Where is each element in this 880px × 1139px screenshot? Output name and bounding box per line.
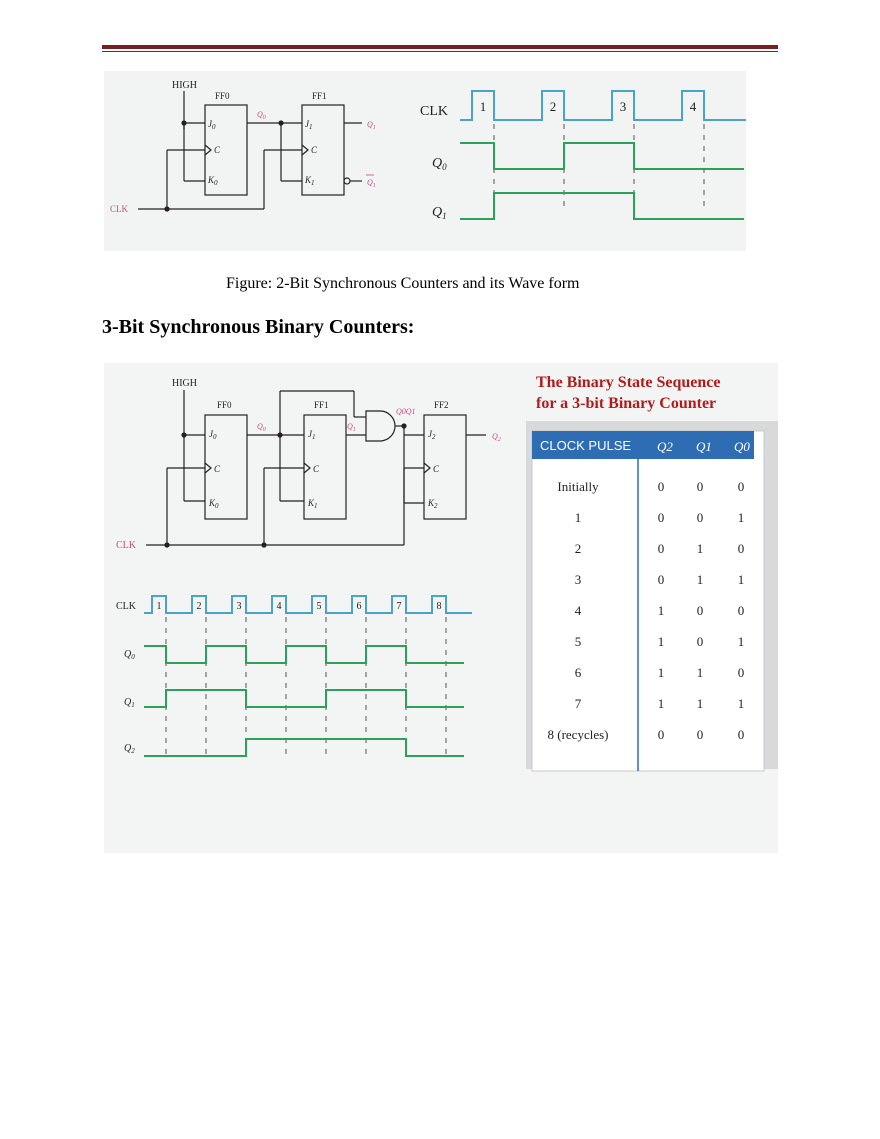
table-cell-value: 0 bbox=[737, 479, 745, 494]
and-output-label: Q0Q1 bbox=[396, 407, 416, 416]
clock-pulse-label: 4 bbox=[689, 99, 697, 114]
table-header-q1: Q1 bbox=[696, 439, 712, 454]
svg-text:K0: $K_0$ bbox=[208, 175, 218, 187]
table-cell-value: 1 bbox=[737, 634, 745, 649]
q0-trace bbox=[144, 646, 464, 663]
svg-text:K2: $K_2$ bbox=[428, 498, 438, 510]
clock-pulse-label: 7 bbox=[396, 601, 402, 612]
table-cell-pulse: 3 bbox=[574, 572, 582, 587]
table-header-q0: Q0 bbox=[734, 439, 750, 454]
table-cell-value: 0 bbox=[737, 727, 745, 742]
figure-2bit-counter bbox=[104, 71, 746, 251]
table-cell-pulse: 2 bbox=[574, 541, 582, 556]
table-cell-value: 1 bbox=[696, 541, 704, 556]
clock-pulse-label: 5 bbox=[316, 601, 322, 612]
ff0-k-sub-3bit: 0 bbox=[215, 502, 219, 510]
table-cell-pulse: 5 bbox=[574, 634, 582, 649]
ff0-c-3bit: C bbox=[214, 464, 221, 474]
q0-sub-3bit: 0 bbox=[262, 427, 266, 433]
table-cell-value: 0 bbox=[737, 603, 745, 618]
ff0-j-sub-3bit: 0 bbox=[213, 433, 217, 441]
table-cell-value: 1 bbox=[696, 696, 704, 711]
ff2-label-3bit: FF2 bbox=[434, 400, 449, 410]
ff0-j-sub: 0 bbox=[212, 123, 216, 131]
table-cell-value: 1 bbox=[737, 572, 745, 587]
q1-trace bbox=[144, 690, 464, 707]
q1-trace bbox=[460, 193, 744, 219]
clock-pulse-label: 3 bbox=[619, 99, 627, 114]
table-cell-value: 1 bbox=[696, 665, 704, 680]
svg-text:J1: $J_1$ bbox=[305, 119, 313, 131]
table-title-line1: The Binary State Sequence bbox=[536, 374, 721, 391]
clk-label-circuit-1: CLK bbox=[110, 204, 128, 214]
figure-3bit-counter bbox=[104, 363, 778, 853]
ff2-c-3bit: C bbox=[433, 464, 440, 474]
clock-pulse-label: 1 bbox=[479, 99, 487, 114]
table-cell-value: 0 bbox=[696, 479, 704, 494]
figure-caption: Figure: 2-Bit Synchronous Counters and its Wave form bbox=[226, 275, 580, 292]
table-header-clock: CLOCK PULSE bbox=[540, 438, 632, 453]
ff1-j-sub-3bit: 1 bbox=[312, 433, 316, 441]
figure-2bit-svg bbox=[104, 71, 746, 251]
ff0-q-sub: 0 bbox=[262, 115, 266, 121]
svg-text:J0: $J_0$ bbox=[208, 119, 216, 131]
circuit-2bit bbox=[110, 80, 376, 214]
ff0-label-3bit: FF0 bbox=[217, 400, 232, 410]
q1-label-wave-2: $Q_1$ bbox=[124, 697, 135, 709]
wave2-traces bbox=[144, 596, 472, 758]
high-label: HIGH bbox=[172, 80, 197, 91]
table-cell-value: 0 bbox=[696, 603, 704, 618]
table-cell-value: 0 bbox=[696, 727, 704, 742]
q0-label-wave-2: $Q_0$ bbox=[124, 649, 135, 661]
ff1-label-3bit: FF1 bbox=[314, 400, 329, 410]
clock-pulse-label: 2 bbox=[549, 99, 557, 114]
table-cell-value: 1 bbox=[696, 572, 704, 587]
circuit-3bit bbox=[116, 378, 501, 551]
table-header-q2: Q2 bbox=[657, 439, 673, 454]
ff1-c-3bit: C bbox=[313, 464, 320, 474]
clk-label-wave-1: CLK bbox=[420, 104, 448, 119]
q1-label-wave-1: $Q_1$ bbox=[432, 205, 447, 221]
ff1-k-sub: 1 bbox=[311, 179, 315, 187]
svg-text:Q2: $Q_2$ bbox=[492, 432, 501, 443]
svg-text:Q1: $Q_1$ bbox=[367, 120, 376, 131]
svg-text:J0: $J_0$ bbox=[209, 429, 217, 441]
ff1-j-sub: 1 bbox=[309, 123, 313, 131]
wave1-traces bbox=[460, 91, 746, 219]
q0-label-wave-1: $Q_0$ bbox=[432, 156, 447, 172]
table-cell-value: 0 bbox=[696, 634, 704, 649]
table-cell-value: 0 bbox=[737, 541, 745, 556]
ff1-k-sub-3bit: 1 bbox=[314, 502, 318, 510]
ff1-c: C bbox=[311, 145, 318, 155]
table-cell-value: 1 bbox=[657, 634, 665, 649]
q1-sub-3bit: 1 bbox=[352, 427, 356, 433]
table-cell-value: 0 bbox=[657, 479, 665, 494]
table-cell-pulse: 4 bbox=[574, 603, 582, 618]
table-cell-pulse: Initially bbox=[557, 479, 599, 494]
ff1-q-sub: 1 bbox=[372, 125, 376, 131]
q2-sub-3bit: 2 bbox=[497, 437, 501, 443]
q2-trace bbox=[144, 739, 464, 756]
ff2-k-sub-3bit: 2 bbox=[434, 502, 438, 510]
svg-text:Q1: $Q_1$ bbox=[367, 178, 376, 189]
clock-pulse-label: 1 bbox=[156, 601, 162, 612]
table-cell-pulse: 8 (recycles) bbox=[547, 727, 609, 742]
svg-text:K0: $K_0$ bbox=[209, 498, 219, 510]
clock-pulse-label: 2 bbox=[196, 601, 202, 612]
section-heading: 3-Bit Synchronous Binary Counters: bbox=[102, 316, 415, 338]
table-cell-value: 0 bbox=[696, 510, 704, 525]
header-rule-thin bbox=[102, 51, 778, 52]
table-cell-pulse: 6 bbox=[574, 665, 582, 680]
waveform-2bit bbox=[420, 91, 746, 221]
svg-text:K1: $K_1$ bbox=[308, 498, 318, 510]
ff0-k-sub: 0 bbox=[214, 179, 218, 187]
table-cell-value: 1 bbox=[737, 696, 745, 711]
svg-text:Q1: $Q_1$ bbox=[347, 422, 356, 433]
clk-label-wave-2: CLK bbox=[116, 601, 136, 612]
clock-pulse-label: 3 bbox=[236, 601, 242, 612]
ff2-j-sub-3bit: 2 bbox=[432, 433, 436, 441]
table-title-line2: for a 3-bit Binary Counter bbox=[536, 395, 717, 412]
state-table bbox=[526, 374, 778, 771]
table-cell-value: 1 bbox=[657, 603, 665, 618]
clk-trace bbox=[460, 91, 746, 120]
clk-trace bbox=[144, 596, 472, 613]
svg-text:Q0: $Q_0$ bbox=[257, 422, 266, 433]
table-cell-value: 1 bbox=[737, 510, 745, 525]
clock-pulse-label: 6 bbox=[356, 601, 362, 612]
table-cell-pulse: 7 bbox=[574, 696, 582, 711]
ff1-qbar-sub: 1 bbox=[372, 183, 376, 189]
ff0-label: FF0 bbox=[215, 91, 230, 101]
q0-trace bbox=[460, 143, 744, 169]
svg-text:J1: $J_1$ bbox=[308, 429, 316, 441]
table-cell-value: 1 bbox=[657, 665, 665, 680]
table-cell-value: 0 bbox=[737, 665, 745, 680]
ff1-label: FF1 bbox=[312, 91, 327, 101]
table-cell-value: 0 bbox=[657, 541, 665, 556]
svg-text:K1: $K_1$ bbox=[305, 175, 315, 187]
clock-pulse-label: 4 bbox=[276, 601, 282, 612]
figure-3bit-svg bbox=[104, 363, 778, 853]
header-rule bbox=[102, 45, 778, 52]
clock-pulse-label: 8 bbox=[436, 601, 442, 612]
svg-text:J2: $J_2$ bbox=[428, 429, 436, 441]
clk-label-circuit-2: CLK bbox=[116, 540, 136, 551]
svg-text:Q0: $Q_0$ bbox=[257, 110, 266, 121]
table-cell-pulse: 1 bbox=[574, 510, 582, 525]
header-rule-thick bbox=[102, 45, 778, 49]
table-cell-value: 0 bbox=[657, 727, 665, 742]
table-cell-value: 1 bbox=[657, 696, 665, 711]
ff0-c: C bbox=[214, 145, 221, 155]
high-label-3bit: HIGH bbox=[172, 378, 197, 389]
table-cell-value: 0 bbox=[657, 510, 665, 525]
q2-label-wave-2: $Q_2$ bbox=[124, 743, 135, 755]
waveform-3bit bbox=[116, 596, 472, 758]
table-cell-value: 0 bbox=[657, 572, 665, 587]
